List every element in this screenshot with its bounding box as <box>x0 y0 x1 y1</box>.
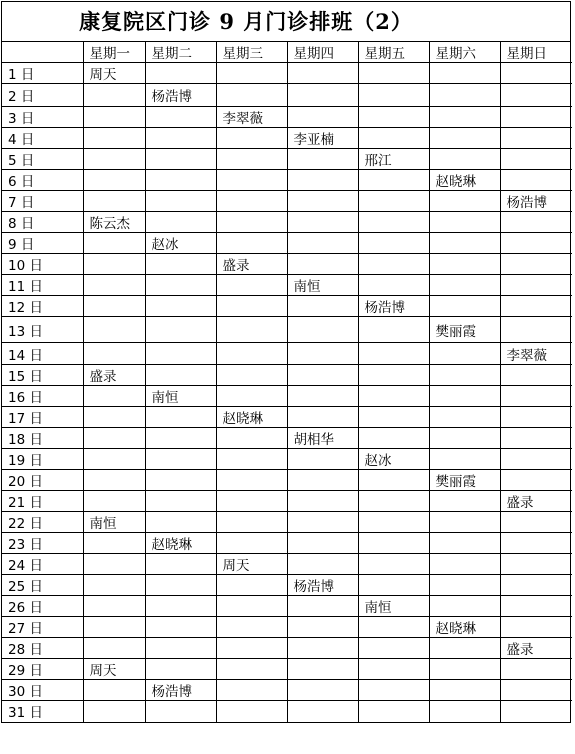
schedule-cell <box>287 212 358 233</box>
schedule-cell <box>83 554 145 575</box>
schedule-cell <box>287 449 358 470</box>
schedule-cell <box>358 107 429 128</box>
day-label: 10 日 <box>2 254 83 275</box>
schedule-cell: 盛录 <box>216 254 287 275</box>
schedule-cell <box>500 128 572 149</box>
schedule-cell <box>83 638 145 659</box>
schedule-row <box>2 554 572 575</box>
schedule-cell <box>145 470 216 491</box>
schedule-row <box>2 107 572 128</box>
schedule-row <box>2 317 572 343</box>
schedule-cell: 赵晓琳 <box>145 533 216 554</box>
schedule-cell <box>145 638 216 659</box>
schedule-cell <box>429 491 500 512</box>
schedule-cell <box>83 170 145 191</box>
schedule-cell <box>216 296 287 317</box>
schedule-cell <box>429 554 500 575</box>
day-label: 26 日 <box>2 596 83 617</box>
day-label: 5 日 <box>2 149 83 170</box>
schedule-cell <box>83 84 145 107</box>
schedule-cell <box>500 254 572 275</box>
schedule-cell: 赵晓琳 <box>429 617 500 638</box>
schedule-cell: 南恒 <box>83 512 145 533</box>
schedule-cell <box>145 191 216 212</box>
schedule-row <box>2 428 572 449</box>
schedule-cell <box>429 296 500 317</box>
day-label: 23 日 <box>2 533 83 554</box>
schedule-cell <box>216 233 287 254</box>
schedule-cell: 李亚楠 <box>287 128 358 149</box>
schedule-cell <box>358 128 429 149</box>
schedule-cell <box>358 84 429 107</box>
schedule-cell <box>429 212 500 233</box>
schedule-row <box>2 275 572 296</box>
day-label: 3 日 <box>2 107 83 128</box>
schedule-cell <box>429 233 500 254</box>
schedule-cell <box>500 317 572 343</box>
schedule-cell <box>429 149 500 170</box>
schedule-cell <box>358 428 429 449</box>
schedule-cell <box>358 554 429 575</box>
schedule-cell: 南恒 <box>287 275 358 296</box>
weekday-header: 星期三 <box>216 42 287 63</box>
schedule-cell <box>358 275 429 296</box>
schedule-cell <box>83 296 145 317</box>
schedule-cell <box>216 575 287 596</box>
schedule-row <box>2 659 572 680</box>
schedule-cell <box>83 128 145 149</box>
schedule-cell <box>358 407 429 428</box>
schedule-cell <box>429 254 500 275</box>
day-label: 31 日 <box>2 701 83 722</box>
day-label: 1 日 <box>2 63 83 84</box>
schedule-cell <box>83 575 145 596</box>
schedule-row <box>2 191 572 212</box>
schedule-cell <box>83 596 145 617</box>
schedule-cell <box>287 470 358 491</box>
schedule-cell <box>83 470 145 491</box>
schedule-cell <box>429 191 500 212</box>
schedule-row <box>2 596 572 617</box>
day-label: 6 日 <box>2 170 83 191</box>
schedule-cell <box>287 365 358 386</box>
schedule-cell <box>287 84 358 107</box>
schedule-cell <box>145 170 216 191</box>
schedule-cell <box>287 149 358 170</box>
schedule-cell <box>429 365 500 386</box>
schedule-cell <box>429 680 500 701</box>
schedule-cell <box>500 365 572 386</box>
schedule-row <box>2 343 572 365</box>
schedule-cell <box>287 386 358 407</box>
schedule-cell <box>358 386 429 407</box>
schedule-cell: 周天 <box>216 554 287 575</box>
day-label: 13 日 <box>2 317 83 343</box>
schedule-row <box>2 386 572 407</box>
schedule-cell <box>287 659 358 680</box>
schedule-cell <box>429 275 500 296</box>
day-label: 18 日 <box>2 428 83 449</box>
schedule-row <box>2 365 572 386</box>
schedule-cell <box>216 680 287 701</box>
schedule-row <box>2 617 572 638</box>
day-label: 15 日 <box>2 365 83 386</box>
schedule-table <box>2 42 572 722</box>
schedule-cell <box>500 512 572 533</box>
schedule-cell <box>500 296 572 317</box>
schedule-cell <box>358 365 429 386</box>
schedule-cell <box>83 386 145 407</box>
schedule-cell <box>500 449 572 470</box>
schedule-cell <box>287 317 358 343</box>
schedule-cell <box>358 638 429 659</box>
schedule-cell <box>145 596 216 617</box>
schedule-cell <box>83 617 145 638</box>
schedule-cell <box>145 275 216 296</box>
schedule-cell <box>500 84 572 107</box>
weekday-header: 星期六 <box>429 42 500 63</box>
schedule-cell <box>358 470 429 491</box>
schedule-cell <box>287 63 358 84</box>
schedule-cell <box>145 317 216 343</box>
schedule-cell <box>429 128 500 149</box>
schedule-body <box>2 63 572 722</box>
schedule-cell <box>429 638 500 659</box>
schedule-cell <box>287 254 358 275</box>
schedule-cell <box>358 617 429 638</box>
schedule-cell <box>358 701 429 722</box>
schedule-cell <box>287 701 358 722</box>
schedule-cell <box>500 596 572 617</box>
schedule-cell <box>216 365 287 386</box>
day-label: 7 日 <box>2 191 83 212</box>
schedule-cell <box>500 617 572 638</box>
schedule-row <box>2 449 572 470</box>
day-label: 24 日 <box>2 554 83 575</box>
schedule-cell <box>83 107 145 128</box>
schedule-cell: 周天 <box>83 659 145 680</box>
schedule-cell: 杨浩博 <box>145 680 216 701</box>
schedule-cell <box>216 128 287 149</box>
schedule-cell: 盛录 <box>83 365 145 386</box>
day-label: 20 日 <box>2 470 83 491</box>
schedule-cell: 杨浩博 <box>358 296 429 317</box>
schedule-cell: 周天 <box>83 63 145 84</box>
schedule-cell <box>83 254 145 275</box>
schedule-cell <box>429 512 500 533</box>
schedule-cell <box>287 407 358 428</box>
day-label: 9 日 <box>2 233 83 254</box>
page-title: 康复院区门诊 9 月门诊排班（2） <box>2 2 570 42</box>
schedule-cell <box>287 343 358 365</box>
schedule-cell <box>145 296 216 317</box>
schedule-cell <box>500 407 572 428</box>
schedule-cell <box>429 107 500 128</box>
schedule-cell <box>358 212 429 233</box>
schedule-cell <box>500 533 572 554</box>
schedule-cell <box>145 212 216 233</box>
schedule-cell <box>500 386 572 407</box>
weekday-header: 星期五 <box>358 42 429 63</box>
schedule-cell <box>500 170 572 191</box>
schedule-cell <box>287 617 358 638</box>
schedule-cell <box>429 596 500 617</box>
schedule-cell <box>500 107 572 128</box>
schedule-cell <box>83 533 145 554</box>
schedule-cell <box>358 254 429 275</box>
schedule-row <box>2 533 572 554</box>
schedule-cell <box>287 533 358 554</box>
day-label: 16 日 <box>2 386 83 407</box>
schedule-row <box>2 84 572 107</box>
day-label: 28 日 <box>2 638 83 659</box>
schedule-cell <box>429 428 500 449</box>
schedule-cell <box>500 701 572 722</box>
schedule-cell: 樊丽霞 <box>429 317 500 343</box>
day-label: 17 日 <box>2 407 83 428</box>
schedule-cell: 杨浩博 <box>287 575 358 596</box>
schedule-row <box>2 638 572 659</box>
schedule-cell <box>500 428 572 449</box>
schedule-cell: 盛录 <box>500 638 572 659</box>
schedule-cell <box>500 575 572 596</box>
schedule-cell <box>145 254 216 275</box>
schedule-cell <box>216 701 287 722</box>
schedule-cell: 樊丽霞 <box>429 470 500 491</box>
schedule-cell: 赵冰 <box>358 449 429 470</box>
schedule-row <box>2 63 572 84</box>
schedule-cell <box>145 107 216 128</box>
schedule-row <box>2 470 572 491</box>
day-label: 22 日 <box>2 512 83 533</box>
schedule-cell <box>429 63 500 84</box>
schedule-cell <box>287 191 358 212</box>
schedule-cell <box>145 512 216 533</box>
schedule-cell <box>216 470 287 491</box>
schedule-cell <box>429 386 500 407</box>
schedule-sheet <box>1 1 571 723</box>
schedule-cell: 杨浩博 <box>145 84 216 107</box>
schedule-cell <box>145 491 216 512</box>
schedule-cell <box>216 386 287 407</box>
schedule-cell: 赵冰 <box>145 233 216 254</box>
schedule-cell <box>216 275 287 296</box>
schedule-cell <box>358 575 429 596</box>
schedule-cell: 赵晓琳 <box>429 170 500 191</box>
schedule-cell <box>216 638 287 659</box>
schedule-cell <box>145 575 216 596</box>
header-corner-cell <box>2 42 83 63</box>
schedule-cell: 李翠薇 <box>216 107 287 128</box>
schedule-cell <box>83 407 145 428</box>
schedule-cell <box>216 659 287 680</box>
schedule-cell <box>83 317 145 343</box>
schedule-cell <box>358 191 429 212</box>
schedule-cell <box>216 596 287 617</box>
schedule-cell: 胡相华 <box>287 428 358 449</box>
day-label: 8 日 <box>2 212 83 233</box>
schedule-cell <box>83 680 145 701</box>
day-label: 29 日 <box>2 659 83 680</box>
schedule-cell <box>429 407 500 428</box>
schedule-cell <box>216 317 287 343</box>
schedule-row <box>2 491 572 512</box>
schedule-cell <box>216 191 287 212</box>
schedule-cell <box>145 428 216 449</box>
schedule-cell <box>83 275 145 296</box>
schedule-cell <box>216 63 287 84</box>
schedule-cell <box>145 365 216 386</box>
schedule-cell <box>358 533 429 554</box>
schedule-cell: 李翠薇 <box>500 343 572 365</box>
schedule-cell: 赵晓琳 <box>216 407 287 428</box>
schedule-cell <box>500 680 572 701</box>
schedule-cell <box>500 659 572 680</box>
schedule-cell <box>216 617 287 638</box>
schedule-row <box>2 170 572 191</box>
schedule-row <box>2 701 572 722</box>
schedule-cell <box>145 407 216 428</box>
schedule-cell: 杨浩博 <box>500 191 572 212</box>
day-label: 2 日 <box>2 84 83 107</box>
schedule-cell <box>83 233 145 254</box>
schedule-cell <box>358 233 429 254</box>
schedule-cell <box>216 512 287 533</box>
schedule-cell <box>83 449 145 470</box>
schedule-cell <box>145 449 216 470</box>
schedule-cell <box>500 470 572 491</box>
schedule-cell <box>287 491 358 512</box>
day-label: 14 日 <box>2 343 83 365</box>
schedule-cell <box>216 491 287 512</box>
schedule-cell <box>83 149 145 170</box>
schedule-cell <box>287 296 358 317</box>
schedule-cell <box>216 449 287 470</box>
schedule-cell <box>216 149 287 170</box>
schedule-cell <box>500 212 572 233</box>
schedule-cell <box>429 575 500 596</box>
schedule-cell <box>429 701 500 722</box>
schedule-cell <box>287 554 358 575</box>
schedule-cell <box>216 428 287 449</box>
day-label: 25 日 <box>2 575 83 596</box>
schedule-row <box>2 680 572 701</box>
schedule-cell <box>216 533 287 554</box>
schedule-row <box>2 254 572 275</box>
schedule-cell <box>145 149 216 170</box>
day-label: 30 日 <box>2 680 83 701</box>
weekday-header: 星期四 <box>287 42 358 63</box>
schedule-row <box>2 296 572 317</box>
schedule-cell <box>500 149 572 170</box>
schedule-cell <box>429 343 500 365</box>
schedule-cell <box>83 343 145 365</box>
schedule-cell <box>287 170 358 191</box>
schedule-cell: 南恒 <box>145 386 216 407</box>
schedule-row <box>2 212 572 233</box>
schedule-cell <box>83 428 145 449</box>
schedule-cell <box>287 638 358 659</box>
schedule-cell <box>500 275 572 296</box>
schedule-cell <box>358 343 429 365</box>
day-label: 21 日 <box>2 491 83 512</box>
day-label: 11 日 <box>2 275 83 296</box>
schedule-cell <box>216 84 287 107</box>
day-label: 12 日 <box>2 296 83 317</box>
schedule-cell <box>83 191 145 212</box>
weekday-header-row <box>2 42 572 63</box>
schedule-cell: 邢江 <box>358 149 429 170</box>
schedule-cell <box>216 343 287 365</box>
schedule-cell <box>145 701 216 722</box>
schedule-cell <box>429 449 500 470</box>
schedule-cell <box>358 491 429 512</box>
schedule-cell <box>358 512 429 533</box>
schedule-cell <box>216 170 287 191</box>
schedule-cell <box>500 554 572 575</box>
schedule-cell <box>358 659 429 680</box>
schedule-cell <box>429 659 500 680</box>
schedule-cell <box>500 63 572 84</box>
schedule-cell <box>145 128 216 149</box>
schedule-cell: 盛录 <box>500 491 572 512</box>
schedule-cell: 南恒 <box>358 596 429 617</box>
weekday-header: 星期一 <box>83 42 145 63</box>
day-label: 19 日 <box>2 449 83 470</box>
schedule-cell <box>287 680 358 701</box>
day-label: 27 日 <box>2 617 83 638</box>
schedule-cell <box>500 233 572 254</box>
schedule-cell <box>145 617 216 638</box>
schedule-cell <box>429 533 500 554</box>
weekday-header: 星期二 <box>145 42 216 63</box>
schedule-cell <box>287 107 358 128</box>
schedule-cell <box>145 343 216 365</box>
schedule-cell <box>83 491 145 512</box>
schedule-cell <box>287 512 358 533</box>
schedule-row <box>2 128 572 149</box>
schedule-row <box>2 233 572 254</box>
schedule-cell <box>358 170 429 191</box>
schedule-row <box>2 512 572 533</box>
weekday-header: 星期日 <box>500 42 572 63</box>
schedule-row <box>2 149 572 170</box>
schedule-cell <box>216 212 287 233</box>
schedule-cell <box>287 233 358 254</box>
schedule-row <box>2 575 572 596</box>
schedule-cell <box>358 317 429 343</box>
schedule-row <box>2 407 572 428</box>
schedule-cell <box>358 680 429 701</box>
day-label: 4 日 <box>2 128 83 149</box>
schedule-cell <box>287 596 358 617</box>
schedule-cell <box>429 84 500 107</box>
schedule-cell <box>145 659 216 680</box>
schedule-cell: 陈云杰 <box>83 212 145 233</box>
schedule-cell <box>358 63 429 84</box>
schedule-cell <box>145 63 216 84</box>
schedule-cell <box>145 554 216 575</box>
schedule-cell <box>83 701 145 722</box>
